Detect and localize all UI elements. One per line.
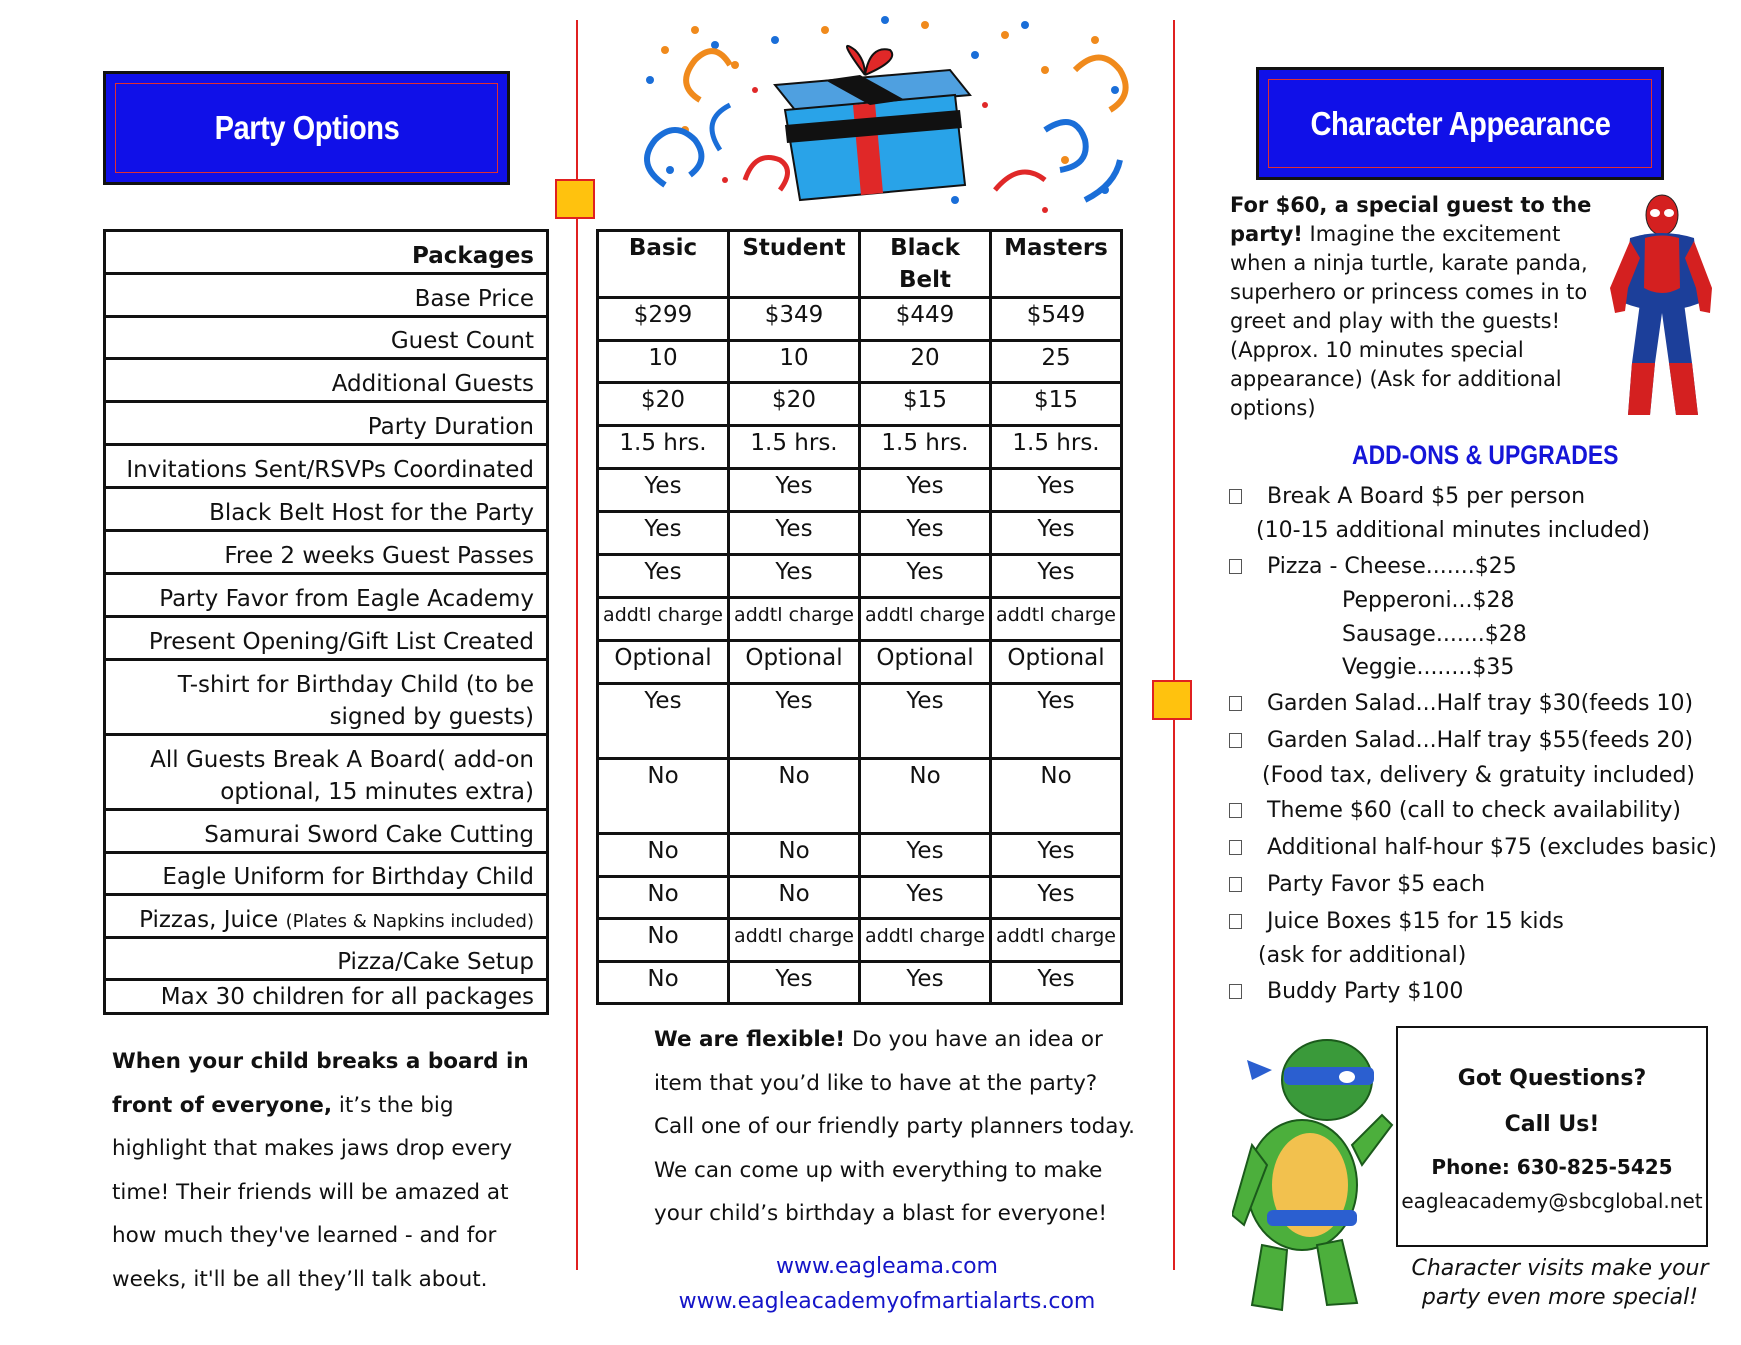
package-cell: $349 [729,298,860,341]
checkbox-buddy[interactable] [1229,984,1242,999]
packages-row-break-board [598,759,1122,834]
label-tshirt: T-shirt for Birthday Child (to be signed by guests) [106,661,546,736]
gift-confetti-illustration [625,10,1145,230]
addon-food-note: (Food tax, delivery & gratuity included) [1262,763,1695,788]
label-party-duration: Party Duration [106,403,546,446]
packages-row-guest-passes [598,555,1122,598]
package-header: Student [729,231,860,298]
package-header: Basic [598,231,729,298]
label-additional-guests: Additional Guests [106,360,546,403]
package-cell: Yes [729,555,860,598]
package-cell: No [729,759,860,834]
package-cell: 10 [598,341,729,383]
packages-row-invitations [598,469,1122,512]
package-cell: No [598,834,729,877]
character-description [1230,191,1610,423]
divider-right [1173,20,1175,1270]
package-cell: $20 [729,383,860,426]
character-title-frame [1268,79,1652,168]
package-cell: Yes [860,684,991,759]
package-cell: $549 [991,298,1122,341]
divider-right-marker [1152,680,1192,720]
package-cell: Yes [860,877,991,919]
board-paragraph-bold: When your child breaks a board in front of everyone, [112,1049,529,1118]
label-guest-count: Guest Count [106,318,546,360]
checkbox-salad2[interactable] [1229,733,1242,748]
party-options-title-frame [115,83,498,173]
package-cell: 10 [729,341,860,383]
packages-row-header [598,231,1122,298]
package-cell: Yes [991,469,1122,512]
package-cell: Yes [729,469,860,512]
packages-table [596,229,1123,1005]
package-cell: $15 [991,383,1122,426]
label-sword-cake: Samurai Sword Cake Cutting [106,811,546,854]
package-labels-column [103,229,549,1015]
flexible-paragraph-bold: We are flexible! [654,1027,846,1052]
package-cell: Yes [860,962,991,1004]
package-cell: addtl charge [860,919,991,962]
label-invitations: Invitations Sent/RSVPs Coordinated [106,446,546,489]
package-cell: Yes [860,469,991,512]
package-cell: Optional [729,641,860,684]
board-paragraph-rest: it’s the big highlight that makes jaws drop every time! Their friends will be amazed at how much they've learned - and for weeks, it'll be all they’ll talk about. [112,1092,513,1292]
superhero-figure [1600,193,1725,423]
label-pizzas-juice-text: Pizzas, Juice [139,907,279,933]
package-cell: 20 [860,341,991,383]
package-cell: Yes [729,684,860,759]
packages-row-eagle-uniform [598,877,1122,919]
package-cell: Yes [598,469,729,512]
package-cell: Yes [598,555,729,598]
package-cell: 1.5 hrs. [729,426,860,469]
package-cell: Yes [991,512,1122,555]
package-header: Masters [991,231,1122,298]
checkbox-salad1[interactable] [1229,696,1242,711]
package-cell: Yes [598,684,729,759]
label-present-opening: Present Opening/Gift List Created [106,618,546,661]
package-cell: Optional [860,641,991,684]
addon-pizza-sausage: Sausage.......$28 [1342,622,1527,647]
website-link-1[interactable]: www.eagleama.com [776,1254,998,1279]
character-title: Character Appearance [1309,104,1611,142]
addon-board-note: (10-15 additional minutes included) [1256,518,1651,543]
package-cell: Yes [860,834,991,877]
addon-juice-note: (ask for additional) [1258,943,1467,968]
label-guest-passes: Free 2 weeks Guest Passes [106,532,546,575]
package-cell: addtl charge [598,598,729,641]
package-cell: 1.5 hrs. [598,426,729,469]
label-pizza-cake-setup: Pizza/Cake Setup [106,939,546,981]
contact-box [1396,1026,1708,1247]
addon-halfhour: Additional half-hour $75 (excludes basic) [1267,835,1717,860]
packages-row-pizza-cake-setup [598,962,1122,1004]
label-max-children: Max 30 children for all packages [106,981,546,1015]
package-cell: $15 [860,383,991,426]
package-cell: Yes [991,555,1122,598]
package-cell: addtl charge [991,919,1122,962]
character-description-bold: For $60, a special guest to the party! [1230,193,1592,246]
contact-phone[interactable]: Phone: 630-825-5425 [1431,1155,1673,1179]
label-party-favor: Party Favor from Eagle Academy [106,575,546,618]
package-cell: Yes [991,877,1122,919]
addon-pizza-cheese: Pizza - Cheese.......$25 [1267,554,1517,579]
package-cell: Yes [729,512,860,555]
package-cell: Yes [729,962,860,1004]
package-cell: $299 [598,298,729,341]
package-cell: No [860,759,991,834]
package-cell: No [729,834,860,877]
addon-board: Break A Board $5 per person [1267,484,1586,509]
package-header: Black Belt [860,231,991,298]
addon-favor: Party Favor $5 each [1267,872,1486,897]
character-description-rest: Imagine the excitement when a ninja turtle, karate panda, superhero or princess comes in to greet and play with the guests! (Approx. 10 minutes special appearance) (Ask for additional options) [1230,222,1588,420]
addon-pizza-pepperoni: Pepperoni...$28 [1342,588,1515,613]
package-cell: Yes [860,512,991,555]
label-pizzas-juice [106,896,546,939]
party-options-title-box [103,71,510,185]
package-cell: Yes [991,962,1122,1004]
addon-salad-10: Garden Salad...Half tray $30(feeds 10) [1267,691,1694,716]
package-cell: Yes [598,512,729,555]
flexible-paragraph [654,1018,1144,1236]
checkbox-board[interactable] [1229,489,1242,504]
contact-email[interactable]: eagleacademy@sbcglobal.net [1401,1189,1703,1213]
character-caption: Character visits make your party even more special! [1411,1256,1709,1310]
checkbox-pizza[interactable] [1229,559,1242,574]
addon-pizza-veggie: Veggie........$35 [1342,655,1515,680]
packages-row-black-belt-host [598,512,1122,555]
addon-salad-20: Garden Salad...Half tray $55(feeds 20) [1267,728,1694,753]
packages-row-guest-count [598,341,1122,383]
label-pizzas-note: (Plates & Napkins included) [285,911,534,932]
addon-juice: Juice Boxes $15 for 15 kids [1267,909,1564,934]
label-eagle-uniform: Eagle Uniform for Birthday Child [106,854,546,896]
package-cell: No [598,919,729,962]
package-cell: addtl charge [991,598,1122,641]
packages-row-sword-cake [598,834,1122,877]
package-cell: Optional [991,641,1122,684]
package-cell: No [598,962,729,1004]
package-cell: 1.5 hrs. [860,426,991,469]
flexible-paragraph-rest: Do you have an idea or item that you’d like to have at the party? Call one of our friendly party planners today. We can come up with everything to make your child’s birthday a blast for everyone! [654,1027,1135,1226]
packages-row-additional-guests [598,383,1122,426]
packages-row-pizzas-juice [598,919,1122,962]
package-cell: Yes [860,555,991,598]
addons-title: ADD-ONS & UPGRADES [1352,440,1619,470]
label-base-price: Base Price [106,275,546,318]
checkbox-favor[interactable] [1229,877,1242,892]
contact-question: Got Questions? [1457,1066,1647,1091]
package-cell: addtl charge [729,598,860,641]
packages-row-party-favor [598,598,1122,641]
packages-row-party-duration [598,426,1122,469]
divider-left-marker [555,179,595,219]
package-cell: Yes [991,684,1122,759]
character-title-box [1256,67,1664,180]
package-cell: Yes [991,834,1122,877]
label-black-belt-host: Black Belt Host for the Party [106,489,546,532]
contact-call: Call Us! [1504,1112,1600,1137]
package-cell: $20 [598,383,729,426]
checkbox-halfhour[interactable] [1229,840,1242,855]
package-cell: Optional [598,641,729,684]
party-options-title: Party Options [214,109,399,146]
package-cell: No [991,759,1122,834]
board-paragraph [112,1040,552,1301]
package-cell: No [729,877,860,919]
package-cell: addtl charge [729,919,860,962]
packages-row-base-price [598,298,1122,341]
website-link-2[interactable]: www.eagleacademyofmartialarts.com [678,1289,1096,1314]
package-cell: 25 [991,341,1122,383]
addon-buddy: Buddy Party $100 [1267,979,1464,1004]
label-packages: Packages [106,232,546,275]
package-cell: $449 [860,298,991,341]
packages-row-present-opening [598,641,1122,684]
package-cell: 1.5 hrs. [991,426,1122,469]
ninja-turtle-figure [1232,1035,1407,1320]
packages-row-tshirt [598,684,1122,759]
label-break-board: All Guests Break A Board( add-on optional, 15 minutes extra) [106,736,546,811]
checkbox-juice[interactable] [1229,914,1242,929]
package-cell: addtl charge [860,598,991,641]
package-cell: No [598,877,729,919]
addon-theme: Theme $60 (call to check availability) [1267,798,1681,823]
checkbox-theme[interactable] [1229,803,1242,818]
package-cell: No [598,759,729,834]
